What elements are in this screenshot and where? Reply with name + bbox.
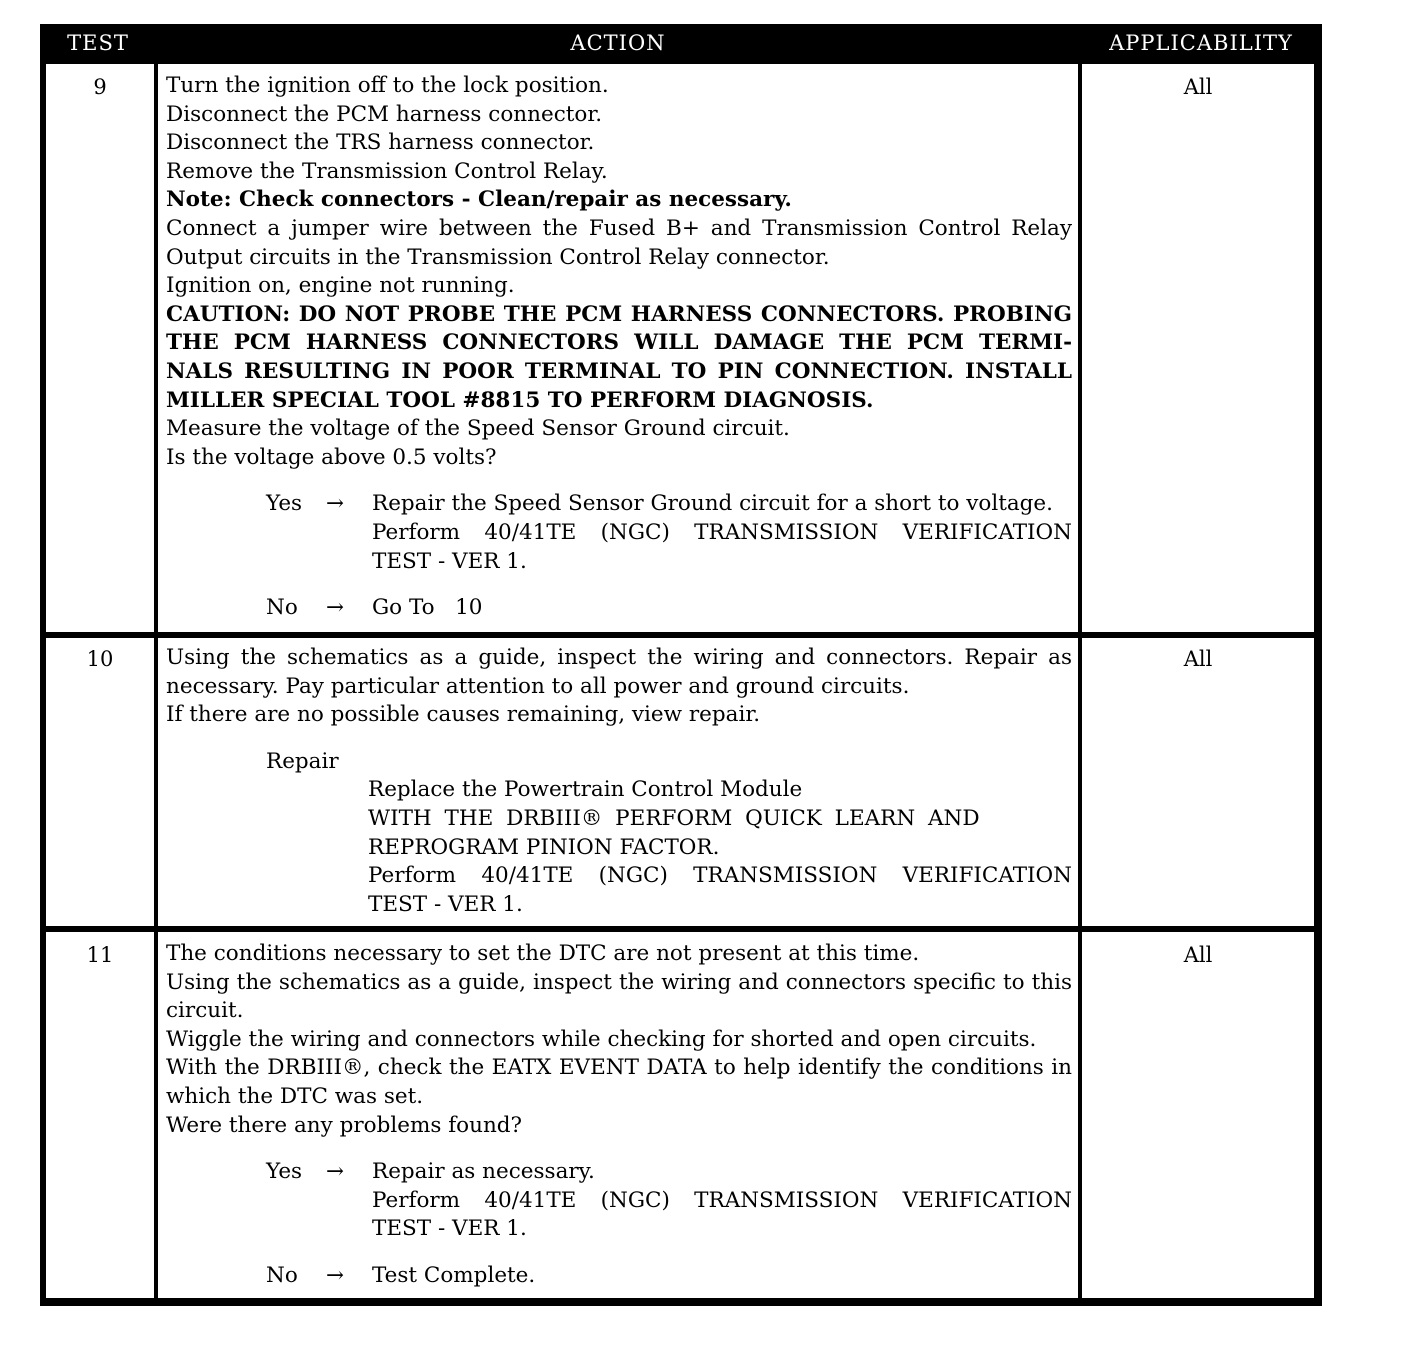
action-line: Ignition on, engine not running.: [166, 273, 515, 299]
row-10-applicability-cell: [1082, 638, 1314, 926]
action-line: Disconnect the TRS harness connector.: [166, 130, 595, 156]
yes-label: Yes: [266, 491, 303, 517]
action-line: Using the schematics as a guide, inspect the wiring and connectors specific to this: [166, 969, 1072, 995]
row-9-action-cell: [158, 64, 1078, 632]
response-line: Repair as necessary.: [372, 1159, 595, 1185]
response-line: Perform 40/41TE (NGC) TRANSMISSION VERIFICATION: [372, 519, 1072, 545]
repair-line: Perform 40/41TE (NGC) TRANSMISSION VERIFICATION: [368, 863, 1072, 889]
row-9-test-cell: [46, 64, 154, 632]
response-line: TEST - VER 1.: [372, 548, 527, 574]
response-line: TEST - VER 1.: [372, 1216, 527, 1242]
applicability-value: All: [1183, 75, 1213, 99]
repair-line: REPROGRAM PINION FACTOR.: [368, 834, 720, 860]
row-10-action-cell: [158, 638, 1078, 926]
no-response: [166, 1262, 1072, 1291]
arrow-icon: →: [326, 595, 345, 621]
repair-label: Repair: [266, 748, 339, 774]
row-10-test-cell: [46, 638, 154, 926]
arrow-icon: →: [326, 1262, 345, 1288]
header-applicability: APPLICABILITY: [1109, 31, 1293, 55]
action-line: Connect a jumper wire between the Fused B+ and Transmission Control Relay: [166, 215, 1072, 241]
applicability-value: All: [1183, 647, 1213, 671]
action-line: circuit.: [166, 998, 244, 1024]
no-label: No: [266, 1262, 298, 1288]
caution-line: MILLER SPECIAL TOOL #8815 TO PERFORM DIAGNOSIS.: [166, 387, 874, 413]
yes-response: [166, 490, 1072, 576]
note-line: Note: Check connectors - Clean/repair as necessary.: [166, 187, 792, 213]
test-number: 11: [86, 943, 114, 967]
action-line: Using the schematics as a guide, inspect the wiring and connectors. Repair as: [166, 645, 1072, 670]
repair-line: WITH THE DRBIII® PERFORM QUICK LEARN AND: [368, 805, 980, 831]
action-line: Measure the voltage of the Speed Sensor Ground circuit.: [166, 416, 790, 442]
question-line: Is the voltage above 0.5 volts?: [166, 444, 497, 470]
response-line: Perform 40/41TE (NGC) TRANSMISSION VERIFICATION: [372, 1187, 1072, 1213]
response-line: Repair the Speed Sensor Ground circuit for a short to voltage.: [372, 491, 1053, 517]
test-number: 10: [86, 647, 114, 671]
action-line: Remove the Transmission Control Relay.: [166, 158, 608, 184]
question-line: Were there any problems found?: [166, 1112, 523, 1138]
row-11-applicability-cell: [1082, 932, 1314, 1298]
row-11-action-cell: [158, 932, 1078, 1298]
action-line: which the DTC was set.: [166, 1083, 424, 1109]
applicability-value: All: [1183, 943, 1213, 967]
action-line: Wiggle the wiring and connectors while checking for shorted and open circuits.: [166, 1026, 1037, 1052]
response-line: Go To 10: [372, 595, 483, 621]
test-number: 9: [93, 75, 107, 99]
action-line: necessary. Pay particular attention to all power and ground circuits.: [166, 673, 910, 699]
header-action: ACTION: [570, 31, 666, 55]
action-line: Turn the ignition off to the lock position.: [166, 73, 609, 98]
response-line: Test Complete.: [372, 1262, 536, 1288]
action-line: Output circuits in the Transmission Control Relay connector.: [166, 244, 830, 270]
no-response: [166, 594, 1072, 623]
row-11-test-cell: [46, 932, 154, 1298]
diagnostic-table: [40, 24, 1322, 1306]
action-line: With the DRBIII®, check the EATX EVENT DATA to help identify the conditions in: [166, 1055, 1072, 1081]
action-line: If there are no possible causes remaining, view repair.: [166, 702, 761, 728]
arrow-icon: →: [326, 491, 345, 517]
row-9-applicability-cell: [1082, 64, 1314, 632]
header-test: TEST: [67, 31, 129, 55]
caution-line: NALS RESULTING IN POOR TERMINAL TO PIN CONNECTION. INSTALL: [166, 358, 1072, 384]
repair-line: Replace the Powertrain Control Module: [368, 777, 803, 803]
caution-line: CAUTION: DO NOT PROBE THE PCM HARNESS CONNECTORS. PROBING: [166, 301, 1072, 327]
action-line: The conditions necessary to set the DTC are not present at this time.: [166, 941, 920, 966]
caution-line: THE PCM HARNESS CONNECTORS WILL DAMAGE THE PCM TERMI-: [166, 330, 1072, 356]
action-line: Disconnect the PCM harness connector.: [166, 101, 603, 127]
repair-line: TEST - VER 1.: [368, 891, 523, 917]
yes-response: [166, 1158, 1072, 1244]
arrow-icon: →: [326, 1159, 345, 1185]
no-label: No: [266, 595, 298, 621]
yes-label: Yes: [266, 1159, 303, 1185]
repair-response: [166, 748, 1072, 920]
